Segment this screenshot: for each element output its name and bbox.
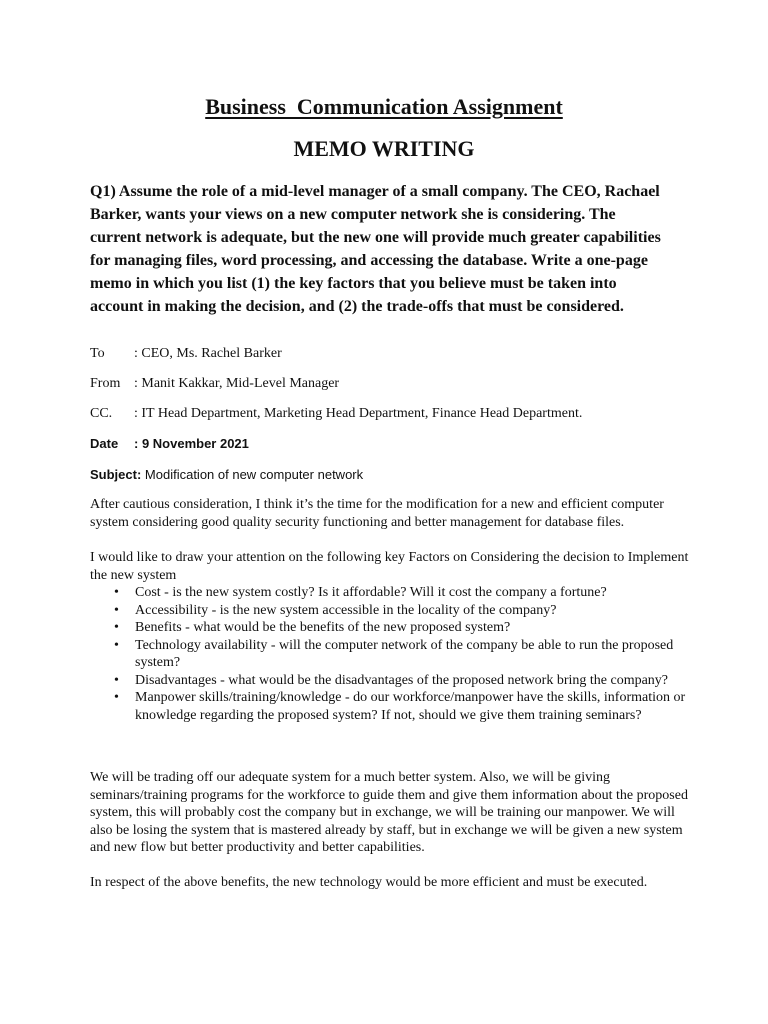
memo-cc-label: CC. (90, 406, 113, 421)
memo-from-value: : Manit Kakkar, Mid-Level Manager (134, 376, 340, 391)
memo-to-row (90, 345, 282, 363)
memo-to-label: To (90, 346, 105, 361)
bullet-icon: • (114, 637, 119, 653)
memo-to-value: : CEO, Ms. Rachel Barker (134, 346, 282, 361)
document-subtitle: MEMO WRITING (293, 136, 475, 161)
memo-from-label: From (90, 376, 121, 391)
memo-subject-row (90, 466, 363, 484)
attention-paragraph: I would like to draw your attention on the following key Factors on Considering the decision to Implement the new system (90, 550, 689, 583)
bullet-icon: • (114, 672, 119, 688)
bullet-icon: • (114, 602, 119, 618)
list-item: • Benefits - what would be the benefits of the new proposed system? (114, 620, 511, 635)
intro-paragraph: After cautious consideration, I think it’s the time for the modification for a new and efficient computer system considering good quality security functioning and better management for database files. (90, 497, 664, 530)
memo-subject-label: Subject: (90, 467, 142, 482)
list-item: • Cost - is the new system costly? Is it affordable? Will it cost the company a fortune? (114, 585, 607, 600)
conclusion-paragraph: In respect of the above benefits, the new technology would be more efficient and must be executed. (90, 875, 648, 890)
key-factors-list (90, 584, 690, 724)
memo-cc-row (90, 405, 582, 423)
document-title: Business Communication Assignment (205, 94, 563, 119)
memo-cc-value: : IT Head Department, Marketing Head Department, Finance Head Department. (134, 406, 583, 421)
memo-date-row (90, 435, 249, 453)
bullet-icon: • (114, 690, 119, 705)
list-item: • Manpower skills/training/knowledge - do our workforce/manpower have the skills, information or knowledge regarding the proposed system? If not, should we give them training seminars? (114, 690, 686, 723)
memo-date-value: : 9 November 2021 (134, 436, 249, 451)
list-item: • Disadvantages - what would be the disadvantages of the proposed network bring the company? (114, 672, 669, 688)
bullet-icon: • (114, 620, 119, 635)
question-text: Q1) Assume the role of a mid-level manager of a small company. The CEO, Rachael Barker, wants your views on a new computer network she is considering. The current network is adequate, but the new one will provide much greater capabilities for managing files, word processing, and accessing the database. Write a one-page memo in which you list (1) the key factors that you believe must be taken into account in making the decision, and (2) the trade-offs that must be considered. (90, 183, 661, 315)
tradeoffs-paragraph: We will be trading off our adequate system for a much better system. Also, we will be giving seminars/training programs for the workforce to guide them and give them information about the proposed system, this will probably cost the company but in exchange, we will be training our manpower. We will also be losing the system that is mastered already by staff, but in exchange we will be given a new system and new flow but better productivity and better capabilities. (90, 770, 688, 855)
bullet-icon: • (114, 585, 119, 600)
list-item: • Technology availability - will the computer network of the company be able to run the proposed system? (114, 637, 674, 670)
list-item: • Accessibility - is the new system accessible in the locality of the company? (114, 602, 557, 618)
memo-subject-value: Modification of new computer network (141, 467, 364, 482)
memo-from-row (90, 375, 339, 393)
memo-date-label: Date (90, 436, 119, 451)
